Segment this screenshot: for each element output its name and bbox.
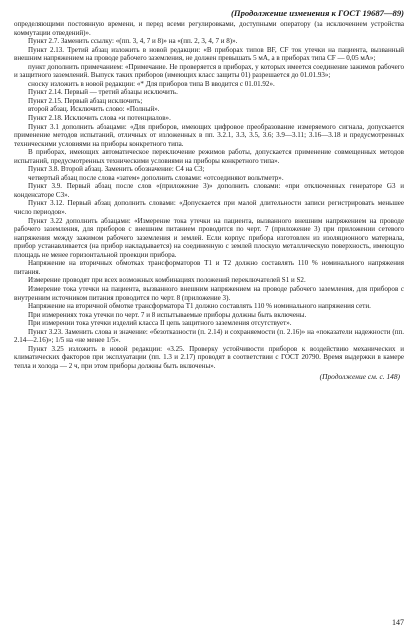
paragraph: Пункт 3.1 дополнить абзацами: «Для приборов, имеющих цифровое преобразование измеряемого сигнала, допускается применение методов испытаний, отличных от изложенных в пп. 3.2.1, 3.3, 3.5, 3.6; 3.9—3.11; 3.16—3.18 и предусмотренных техническими условиями на приборы конкретного типа.: [14, 122, 404, 148]
paragraph: Пункт 2.15. Первый абзац исключить;: [28, 96, 143, 105]
paragraph: В приборах, имеющих автоматическое переключение режимов работы, допускается применение совмещенных методов испытаний, предусмотренных техническими условиями на приборы конкретного типа».: [14, 148, 404, 165]
paragraph: Пункт 2.13. Третий абзац изложить в новой редакции: «В приборах типов BF, CF ток утечки на пациента, вызванный внешним напряжением на проводе рабочего заземления, не должен превышать 5 мА, а в приборах типа CF — 0,05 мА»;: [14, 45, 404, 63]
paragraph: сноску изложить в новой редакции: «* Для приборов типа В вводится с 01.01.92».: [28, 79, 275, 88]
paragraph: Пункт 3.9. Первый абзац после слов «(приложение 3)» дополнить словами: «при отключенных генераторе G3 и конденсаторе C3».: [14, 182, 404, 199]
paragraph: пункт дополнить примечанием: «Примечание. Не проверяется в приборах, у которых имеется соединение зажимов рабочего и защитного заземлений. Выпуск таких приборов (имеющих класс защиты 01) разрешается до 01.01.93»;: [14, 62, 404, 80]
paragraph: определяющими постоянную времени, и перед всеми регулировками, доступными оператору (за исключением устройства коммутации отведений)».: [14, 20, 404, 37]
paragraph: Напряжение на вторичной обмотке трансформатора T1 должно составлять 110 % номинального напряжения сети.: [28, 302, 371, 311]
paragraph: Пункт 2.7. Заменить ссылку: «(пп. 3, 4, 7 и 8)» на «(пп. 2, 3, 4, 7 и 8)».: [28, 37, 238, 46]
paragraph: Напряжение на вторичных обмотках трансформаторов T1 и T2 должно составлять 110 % номинального напряжения питания.: [14, 259, 404, 276]
paragraph: Пункт 2.14. Первый — третий абзацы исключить.: [28, 88, 178, 97]
paragraph: Пункт 3.22 дополнить абзацами: «Измерение тока утечки на пациента, вызванного внешним напряжением на проводе рабочего заземления, для приборов с внешним питанием проводится по черт. 7 (приложение 3) при приложении сетевого напряжения между зажимом рабочего заземления и землей. Если корпус прибора изготовлен из изоляционного материала, прибор устанавливается (на прибор накладывается) на соединенную с землей плоскую металлическую поверхность, имеющую площадь не менее горизонтальной проекции прибора.: [14, 216, 404, 259]
paragraph: При измерении тока утечки изделий класса II цепь защитного заземления отсутствует».: [28, 319, 292, 328]
paragraph: Пункт 3.12. Первый абзац дополнить словами: «Допускается при малой длительности записи регистрировать меньшее число периодов».: [14, 199, 404, 217]
paragraph: Измерение тока утечки на пациента, вызванного внешним напряжением на проводе рабочего заземления, для приборов с внутренним источником питания проводится по черт. 8 (приложение 3).: [14, 284, 404, 302]
paragraph: второй абзац. Исключить слово: «Полный».: [28, 105, 160, 114]
page-header: (Продолжение изменения к ГОСТ 19687—89): [231, 8, 404, 18]
page-number: 147: [392, 618, 404, 627]
document-body: [14, 20, 404, 370]
paragraph: Пункт 3.23. Заменить слова и значение: «безотказности (п. 2.14) и сохраняемости (п. 2.16)» на «показатели надежности (пп. 2.14—2.16)»; 1/5 на «не менее 1/5».: [14, 327, 404, 345]
paragraph: Пункт 2.18. Исключить слова «и потенциалов».: [28, 114, 171, 123]
paragraph: Измерение проводят при всех возможных комбинациях положений переключателей S1 и S2.: [28, 276, 306, 285]
continuation-note: (Продолжение см. с. 148): [319, 372, 400, 382]
paragraph: Пункт 3.25 изложить в новой редакции: «3.25. Проверку устойчивости приборов к воздействию механических и климатических факторов при эксплуатации (пп. 1.3 и 2.17) проводят в соответствии с ГОСТ 20790. Время выдержки в камере тепла и холода — 2 ч, при этом приборы должны быть включены».: [14, 344, 404, 370]
paragraph: четвертый абзац после слова «затем» дополнить словами: «отсоединяют вольтметр».: [28, 173, 284, 182]
paragraph: При измерениях тока утечки по черт. 7 и 8 испытываемые приборы должны быть включены.: [28, 310, 307, 319]
paragraph: Пункт 3.8. Второй абзац. Заменить обозначение: C4 на C3;: [28, 165, 205, 174]
